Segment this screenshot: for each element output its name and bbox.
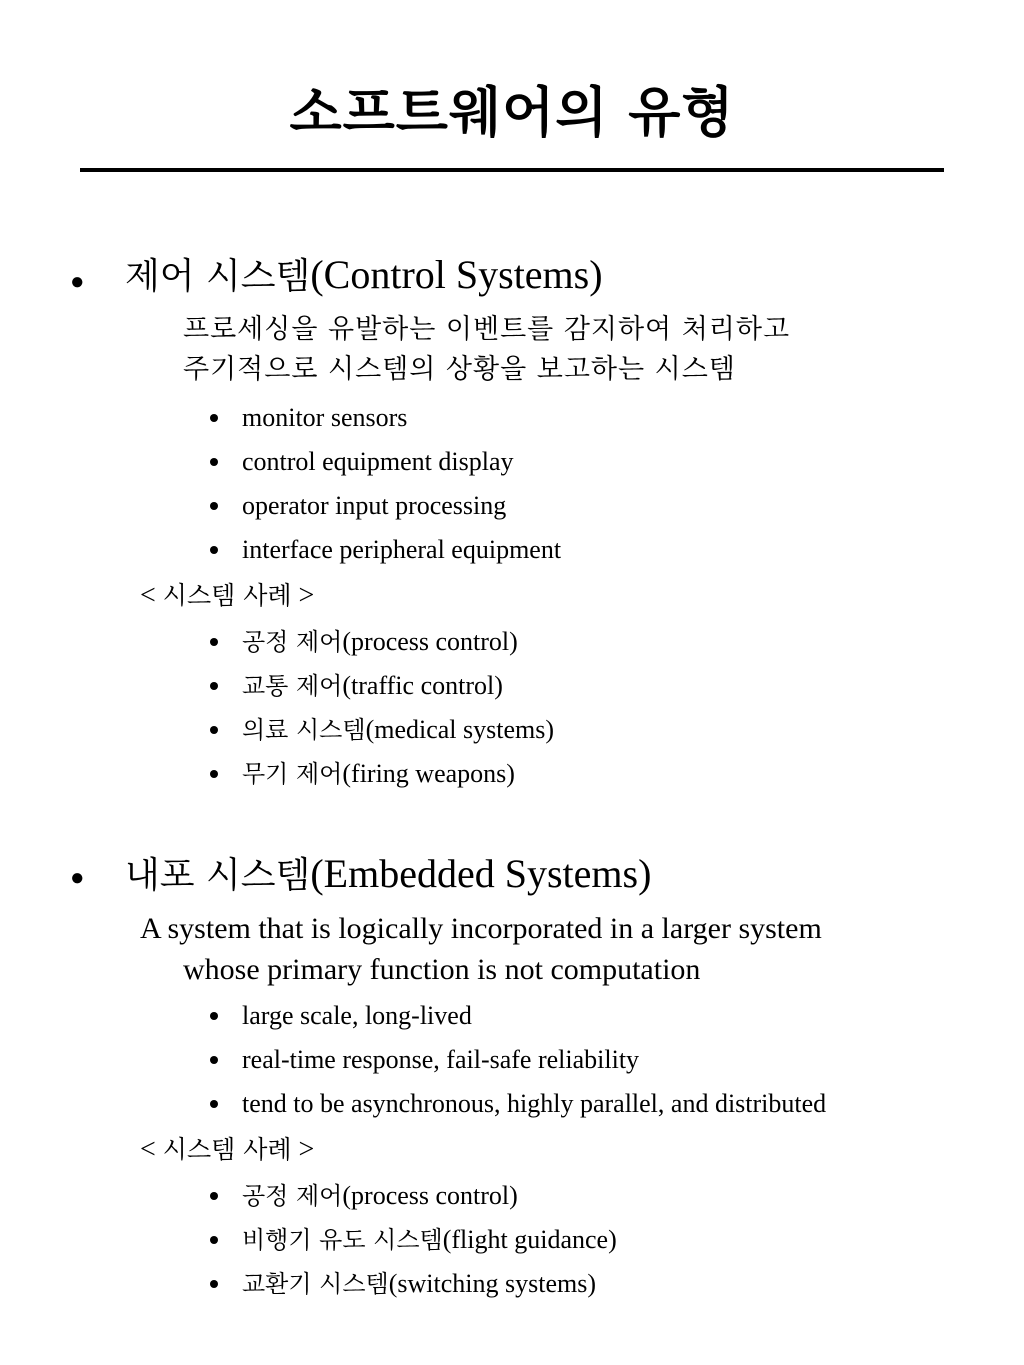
feature-list (210, 402, 561, 578)
section-description-line-2: 주기적으로 시스템의 상황을 보고하는 시스템 (183, 354, 736, 385)
bullet-dot (210, 770, 218, 778)
example-item: 공정 제어(process control) (210, 1180, 617, 1224)
examples-label: < 시스템 사례 > (140, 1134, 315, 1165)
feature-item: real-time response, fail-safe reliability (210, 1044, 826, 1088)
section-description-line-1: 프로세싱을 유발하는 이벤트를 감지하여 처리하고 (183, 314, 791, 345)
example-item: 교환기 시스템(switching systems) (210, 1268, 617, 1312)
example-item: 공정 제어(process control) (210, 626, 554, 670)
feature-item: control equipment display (210, 446, 561, 490)
bullet-dot (210, 1056, 218, 1064)
feature-item: operator input processing (210, 490, 561, 534)
example-item: 의료 시스템(medical systems) (210, 714, 554, 758)
bullet-dot (210, 1192, 218, 1200)
bullet-dot (210, 1280, 218, 1288)
heading-english: (Control Systems) (310, 252, 603, 297)
title-divider (80, 168, 944, 172)
bullet-dot (210, 546, 218, 554)
bullet-dot (210, 502, 218, 510)
bullet-dot (210, 682, 218, 690)
bullet-dot (210, 1236, 218, 1244)
feature-item: large scale, long-lived (210, 1000, 826, 1044)
heading-korean: 제어 시스템 (125, 256, 311, 297)
bullet-dot (210, 638, 218, 646)
bullet-dot (210, 1012, 218, 1020)
section-heading-control-systems (125, 250, 603, 302)
example-item: 무기 제어(firing weapons) (210, 758, 554, 802)
bullet-dot (210, 458, 218, 466)
example-list (210, 1180, 617, 1312)
section-heading-embedded-systems (125, 849, 651, 901)
feature-item: tend to be asynchronous, highly parallel, and distributed (210, 1088, 826, 1132)
bullet-dot (210, 414, 218, 422)
example-list (210, 626, 554, 802)
bullet-dot (210, 1100, 218, 1108)
example-item: 비행기 유도 시스템(flight guidance) (210, 1224, 617, 1268)
feature-item: interface peripheral equipment (210, 534, 561, 578)
bullet-dot (210, 726, 218, 734)
slide-title: 소프트웨어의 유형 (289, 81, 735, 144)
section-bullet: ● (70, 269, 85, 295)
feature-item: monitor sensors (210, 402, 561, 446)
examples-label: < 시스템 사례 > (140, 580, 315, 611)
feature-list (210, 1000, 826, 1132)
section-bullet: ● (70, 865, 85, 891)
example-item: 교통 제어(traffic control) (210, 670, 554, 714)
heading-korean: 내포 시스템 (125, 855, 311, 896)
section-description-line-1: A system that is logically incorporated in a larger system (140, 912, 822, 945)
heading-english: (Embedded Systems) (310, 851, 652, 896)
section-description-line-2: whose primary function is not computation (183, 953, 701, 986)
